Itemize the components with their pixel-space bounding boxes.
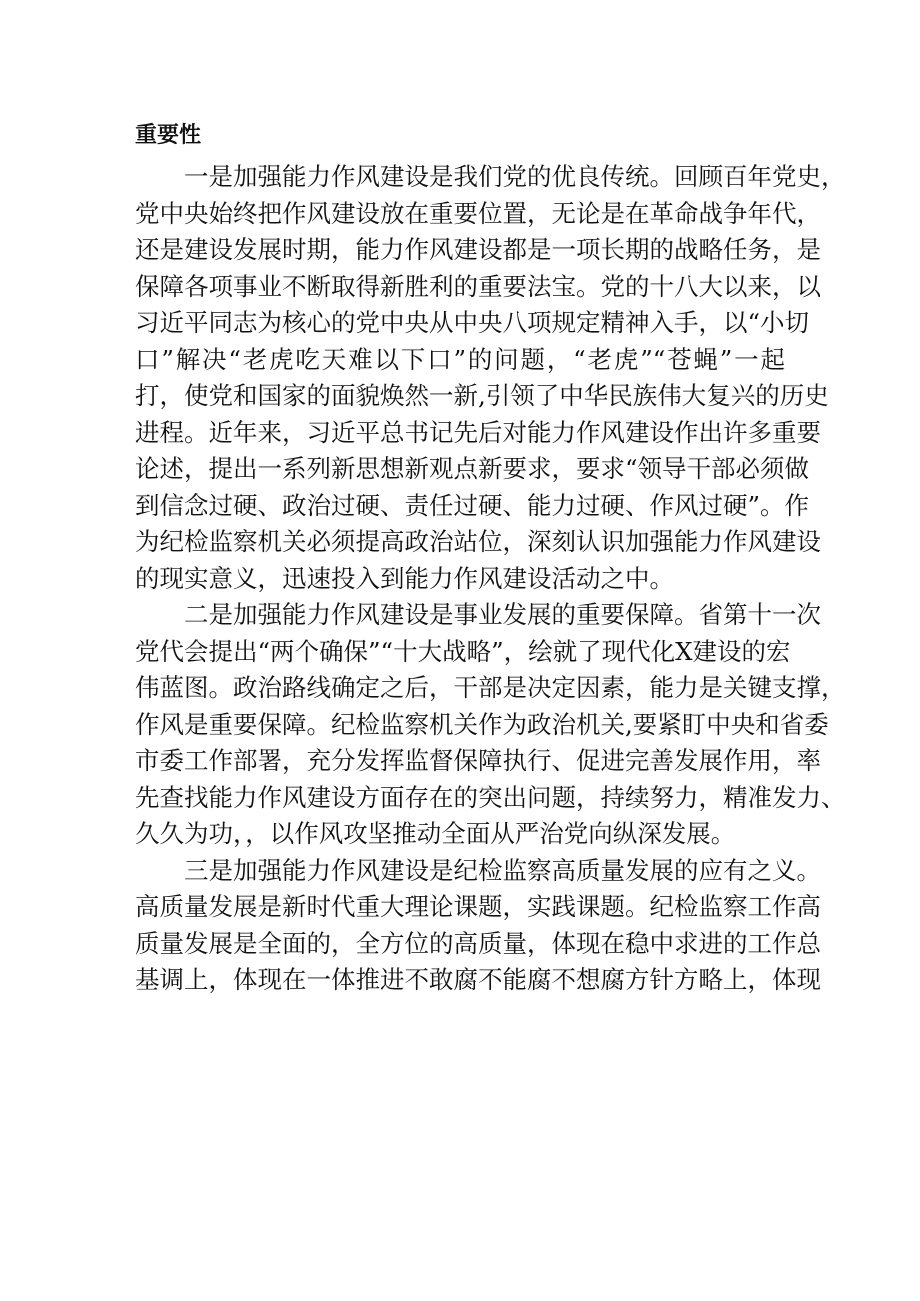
paragraph-line: 先查找能力作风建设方面存在的突出问题，持续努力，精准发力、 <box>135 782 846 812</box>
paragraph-line: 口”解决“老虎吃天难以下口”的问题，“老虎”“苍蝇”一起 <box>135 344 785 374</box>
paragraph-line: 为纪检监察机关必须提高政治站位，深刻认识加强能力作风建设 <box>135 527 821 556</box>
paragraph-line: 党代会提出“两个确保”“十大战略”，绘就了现代化X建设的宏 <box>135 636 791 666</box>
paragraph-line: 作风是重要保障。纪检监察机关作为政治机关,要紧盯中央和省委 <box>135 709 829 739</box>
paragraph-line: 保障各项事业不断取得新胜利的重要法宝。党的十八大以来，以 <box>135 271 821 301</box>
paragraph-2 <box>135 597 846 853</box>
paragraph-line: 三是加强能力作风建设是纪检监察高质量发展的应有之义。 <box>184 855 821 885</box>
paragraph-line: 党中央始终把作风建设放在重要位置，无论是在革命战争年代， <box>135 198 821 228</box>
paragraph-line: 高质量发展是新时代重大理论课题，实践课题。纪检监察工作高 <box>135 892 821 921</box>
document-page <box>135 112 846 999</box>
paragraph-line: 习近平同志为核心的党中央从中央八项规定精神入手，以“小切 <box>135 308 810 337</box>
section-heading: 重要性 <box>135 123 202 148</box>
paragraph-line: 打，使党和国家的面貌焕然一新,引领了中华民族伟大复兴的历史 <box>135 381 829 410</box>
paragraph-line: 基调上，体现在一体推进不敢腐不能腐不想腐方针方略上，体现 <box>135 965 821 994</box>
paragraph-line: 一是加强能力作风建设是我们党的优良传统。回顾百年党史， <box>184 162 846 191</box>
paragraph-line: 二是加强能力作风建设是事业发展的重要保障。省第十一次 <box>184 600 821 629</box>
paragraph-line: 到信念过硬、政治过硬、责任过硬、能力过硬、作风过硬”。作 <box>135 490 810 520</box>
paragraph-1 <box>135 159 846 597</box>
paragraph-line: 的现实意义，迅速投入到能力作风建设活动之中。 <box>135 563 674 593</box>
paragraph-3 <box>135 853 821 999</box>
paragraph-line: 质量发展是全面的，全方位的高质量，体现在稳中求进的工作总 <box>135 928 821 958</box>
paragraph-line: 还是建设发展时期，能力作风建设都是一项长期的战略任务，是 <box>135 235 821 264</box>
paragraph-line: 论述，提出一系列新思想新观点新要求，要求“领导干部必须做 <box>135 454 810 483</box>
paragraph-line: 伟蓝图。政治路线确定之后，干部是决定因素，能力是关键支撑， <box>135 673 846 702</box>
paragraph-line: 久久为功，，以作风攻坚推动全面从严治党向纵深发展。 <box>135 819 736 848</box>
paragraph-line: 进程。近年来，习近平总书记先后对能力作风建设作出许多重要 <box>135 417 821 447</box>
paragraph-line: 市委工作部署，充分发挥监督保障执行、促进完善发展作用，率 <box>135 746 821 775</box>
